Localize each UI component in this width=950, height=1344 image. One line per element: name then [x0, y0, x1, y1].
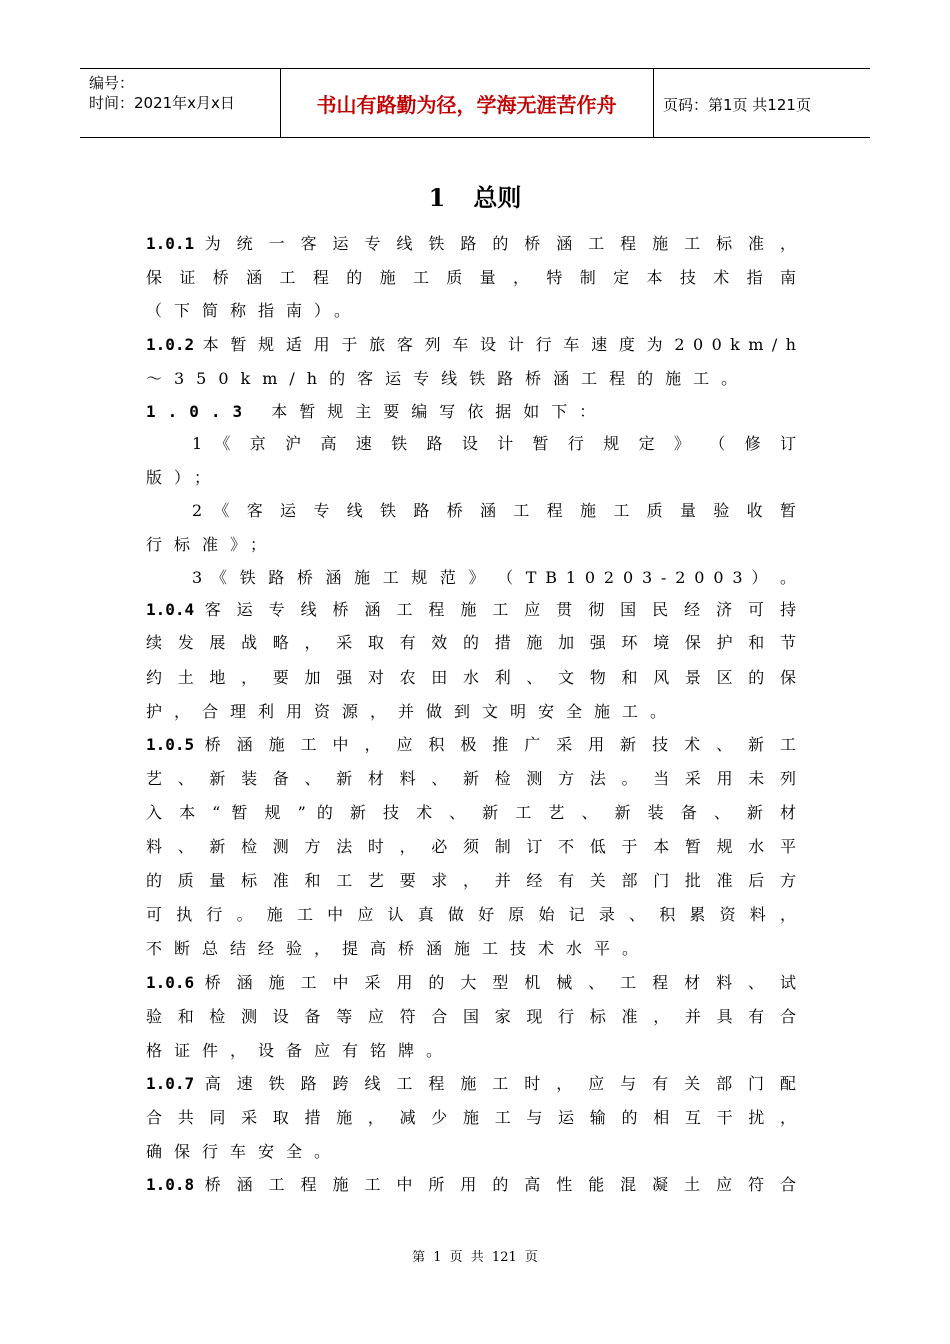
- header-page-cell: [653, 69, 870, 137]
- section-number: 1.0.1: [146, 234, 195, 253]
- line-text: 续 发 展 战 略 ， 采 取 有 效 的 措 施 加 强 环 境 保 护 和 节: [146, 633, 796, 652]
- text-line: [146, 1039, 796, 1063]
- document-header: [80, 68, 870, 138]
- line-text: 保 证 桥 涵 工 程 的 施 工 质 量 ， 特 制 定 本 技 术 指 南: [146, 268, 796, 287]
- text-line: [146, 631, 796, 655]
- document-date: 时间：2021年x月x日: [89, 94, 235, 112]
- section-number: 1.0.2: [146, 335, 195, 354]
- text-line: [146, 232, 796, 256]
- section-number: 1.0.5: [146, 735, 195, 754]
- line-text: 护，合理利用资源，并做到文明安全施工。: [146, 702, 679, 721]
- text-line: [146, 1140, 796, 1164]
- text-line: [146, 598, 796, 622]
- line-text: 桥 涵 施 工 中 ， 应 积 极 推 广 采 用 新 技 术 、 新 工: [204, 735, 796, 754]
- section-number: 1.0.4: [146, 600, 195, 619]
- text-line: [146, 1173, 796, 1197]
- header-page-info: 页码：第1页 共121页: [663, 96, 811, 114]
- chapter-number: 1: [428, 183, 446, 212]
- text-line: [146, 1072, 796, 1096]
- text-line: [146, 869, 796, 893]
- header-motto: 书山有路勤为径，学海无涯苦作舟: [316, 93, 617, 117]
- text-line: [192, 432, 796, 456]
- text-line: [146, 835, 796, 859]
- line-text: 高 速 铁 路 跨 线 工 程 施 工 时 ， 应 与 有 关 部 门 配: [204, 1074, 796, 1093]
- text-line: [146, 971, 796, 995]
- chapter-title-text: 总则: [473, 184, 522, 212]
- line-text: 合 共 同 采 取 措 施 ， 减 少 施 工 与 运 输 的 相 互 干 扰 ，: [146, 1108, 796, 1127]
- text-line: [146, 1106, 796, 1130]
- line-text: 可 执 行 。 施 工 中 应 认 真 做 好 原 始 记 录 、 积 累 资 料 ，: [146, 905, 796, 924]
- text-line: [192, 499, 796, 523]
- line-text: 版）；: [146, 468, 223, 487]
- line-text: 料 、 新 检 测 方 法 时 ， 必 须 制 订 不 低 于 本 暂 规 水 平: [146, 837, 796, 856]
- line-text: 桥 涵 施 工 中 采 用 的 大 型 机 械 、 工 程 材 料 、 试: [204, 973, 796, 992]
- line-text: 入 本 “ 暂 规 ” 的 新 技 术 、 新 工 艺 、 新 装 备 、 新 材: [146, 803, 796, 822]
- page-footer: 第 1 页 共 121 页: [412, 1250, 538, 1265]
- text-line: [146, 903, 796, 927]
- text-line: [146, 700, 796, 724]
- text-line: [146, 400, 796, 424]
- text-line: [146, 767, 796, 791]
- text-line: [146, 266, 796, 290]
- text-line: [146, 937, 796, 961]
- line-text: 1 《 京 沪 高 速 铁 路 设 计 暂 行 规 定 》 （ 修 订: [192, 434, 796, 453]
- line-text: 行标准》；: [146, 535, 279, 554]
- header-meta-cell: [80, 69, 281, 137]
- line-text: 艺 、 新 装 备 、 新 材 料 、 新 检 测 方 法 。 当 采 用 未 列: [146, 769, 796, 788]
- section-number: 1.0.3: [146, 402, 255, 421]
- section-number: 1.0.6: [146, 973, 195, 992]
- text-line: [146, 801, 796, 825]
- line-text: 约 土 地 ， 要 加 强 对 农 田 水 利 、 文 物 和 风 景 区 的 保: [146, 668, 796, 687]
- line-text: 确保行车安全。: [146, 1142, 343, 1161]
- line-text: 本 暂 规 适 用 于 旅 客 列 车 设 计 行 车 速 度 为 2 0 0 k m / h: [202, 335, 796, 354]
- line-text: ～350km/h的客运专线铁路桥涵工程的施工。: [146, 369, 750, 388]
- section-number: 1.0.8: [146, 1175, 195, 1194]
- text-line: [146, 533, 796, 557]
- text-line: [146, 466, 796, 490]
- line-text: 客 运 专 线 桥 涵 工 程 施 工 应 贯 彻 国 民 经 济 可 持: [204, 600, 796, 619]
- serial-number-label: 编号：: [89, 74, 135, 92]
- line-text: 为 统 一 客 运 专 线 铁 路 的 桥 涵 工 程 施 工 标 准 ，: [204, 234, 796, 253]
- text-line: [146, 1005, 796, 1029]
- line-text: 格证件，设备应有铭牌。: [146, 1041, 455, 1060]
- text-line: [146, 733, 796, 757]
- line-text: 3 《 铁 路 桥 涵 施 工 规 范 》 （ T B 1 0 2 0 3 - 2 0 0 3 ） 。: [192, 568, 796, 587]
- line-text: 本暂规主要编写依据如下：: [271, 402, 608, 421]
- header-motto-cell: [280, 69, 654, 137]
- line-text: 2 《 客 运 专 线 铁 路 桥 涵 工 程 施 工 质 量 验 收 暂: [192, 501, 796, 520]
- line-text: 验 和 检 测 设 备 等 应 符 合 国 家 现 行 标 准 ， 并 具 有 合: [146, 1007, 796, 1026]
- line-text: 桥 涵 工 程 施 工 中 所 用 的 高 性 能 混 凝 土 应 符 合: [204, 1175, 796, 1194]
- line-text: 不断总结经验，提高桥涵施工技术水平。: [146, 939, 651, 958]
- text-line: [146, 666, 796, 690]
- text-line: [146, 367, 796, 391]
- text-line: [146, 299, 796, 323]
- line-text: 的 质 量 标 准 和 工 艺 要 求 ， 并 经 有 关 部 门 批 准 后 方: [146, 871, 796, 890]
- text-line: [146, 333, 796, 357]
- section-number: 1.0.7: [146, 1074, 195, 1093]
- chapter-title: [0, 178, 950, 213]
- line-text: （下简称指南）。: [146, 301, 363, 320]
- text-line: [192, 566, 796, 590]
